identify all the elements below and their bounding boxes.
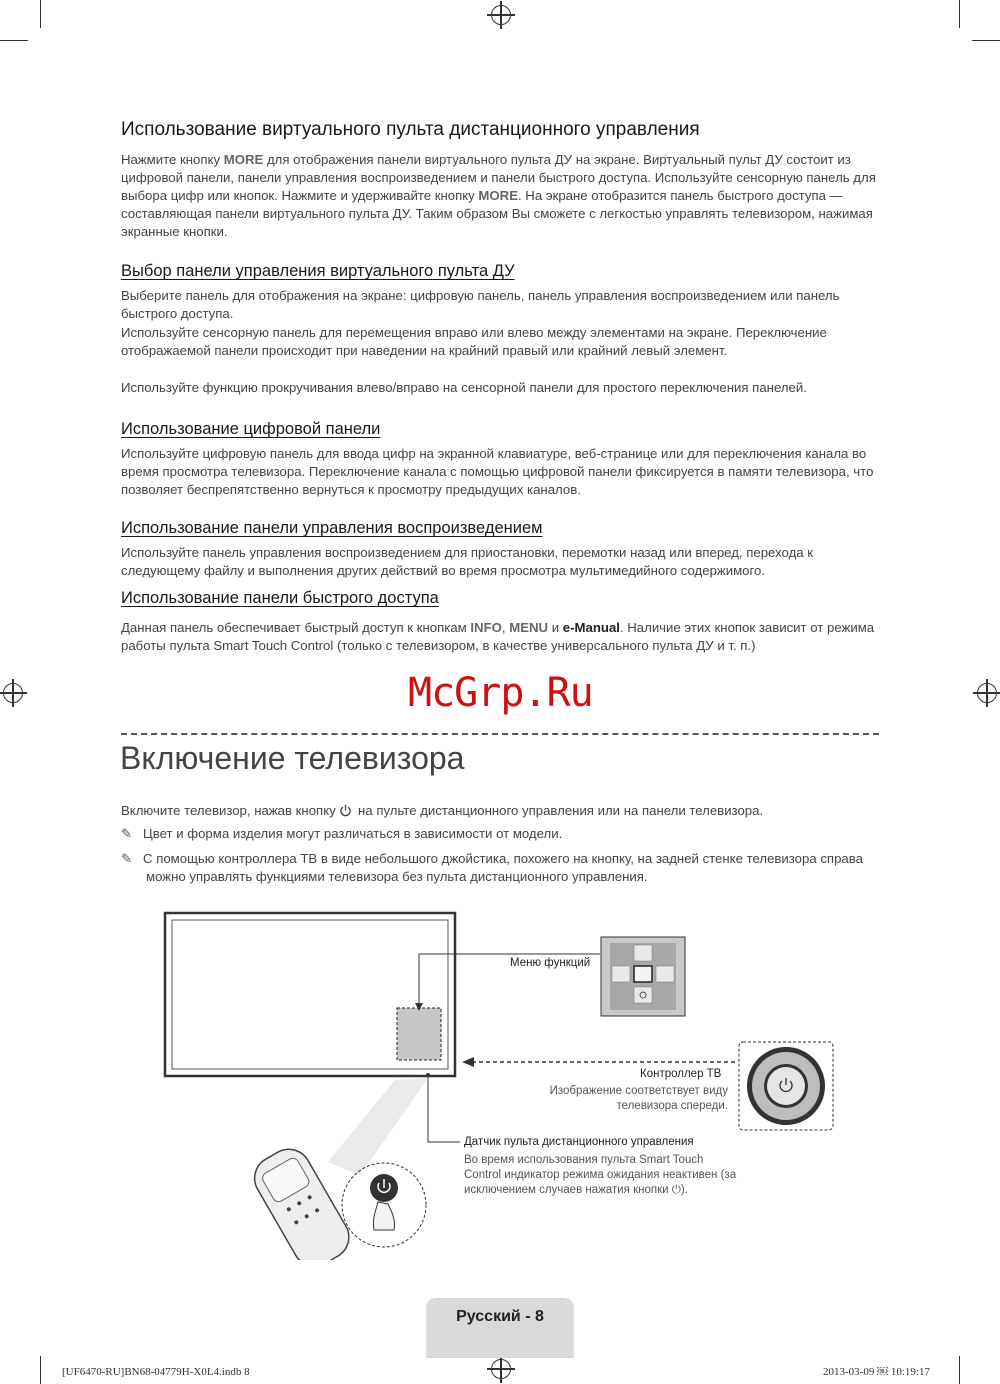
section-divider (121, 733, 879, 735)
tv-controller-note: Изображение соответствует виду телевизора спереди. (549, 1085, 728, 1112)
crop-mark (40, 0, 41, 28)
tv-controller-label: Контроллер ТВ (640, 1068, 722, 1080)
registration-mark-icon (491, 5, 511, 25)
text-run: , (501, 620, 510, 635)
text-run: Данная панель обеспечивает быстрый доступ к кнопкам (121, 620, 471, 635)
more-button-label: MORE (478, 188, 518, 203)
crop-mark (40, 1356, 41, 1384)
remote-sensor-label: Датчик пульта дистанционного управления (464, 1136, 694, 1148)
power-icon (339, 802, 354, 820)
menu-button-label: MENU (509, 620, 549, 635)
text-run: на пульте дистанционного управления или на панели телевизора. (354, 803, 764, 818)
text-run: и (548, 620, 563, 635)
section-title-select-panel: Выбор панели управления виртуального пульта ДУ (121, 262, 515, 280)
print-file-info: [UF6470-RU]BN68-04779H-X0L4.indb 8 (62, 1366, 250, 1378)
note-text: С помощью контроллера ТВ в виде небольшого джойстика, похожего на кнопку, на задней стенке телевизора справа можно управлять функциями телевизора без пульта дистанционного управления. (143, 851, 863, 884)
crop-mark (0, 40, 28, 41)
note-text: Цвет и форма изделия могут различаться в зависимости от модели. (143, 826, 563, 841)
page-title-power-on: Включение телевизора (120, 740, 465, 776)
text-run: . На экране отобразится панель быстрого доступа — составляющая панели виртуального пульта ДУ. Таким образом Вы сможете с легкостью управлять телевизором, нажимая экранные кнопки. (121, 188, 873, 239)
crop-mark (972, 40, 1000, 41)
watermark: McGrp.Ru (408, 670, 593, 716)
tv-diagram (0, 900, 1000, 1260)
text-run: . Наличие этих кнопок зависит от режима работы пульта Smart Touch Control (только с телевизором, в качестве универсального пульта ДУ и т. п.) (121, 620, 875, 653)
registration-mark-icon (3, 683, 23, 703)
note-item (121, 850, 881, 886)
section-paragraph: Используйте сенсорную панель для перемещения вправо или влево между элементами на экране. Переключение отображаемой панели происходит при наведении на крайний правый или крайний левый элемент. (121, 325, 827, 358)
print-timestamp: 2013-03-09 ￼ 10:19:17 (823, 1366, 930, 1378)
crop-mark (959, 0, 960, 28)
info-button-label: INFO (470, 620, 502, 635)
ir-beam (328, 1078, 428, 1175)
section-paragraph: Используйте панель управления воспроизведением для приостановки, перемотки назад или вперед, перехода к следующему файлу и выполнения других действий во время просмотра мультимедийного содержимого. (121, 545, 814, 578)
registration-mark-icon (977, 683, 997, 703)
registration-mark-icon (491, 1359, 511, 1379)
section-paragraph (121, 619, 881, 655)
text-run: Нажмите кнопку (121, 152, 224, 167)
controller-location-box (397, 1008, 441, 1060)
note-pencil-icon: ✎ (121, 851, 133, 866)
section-title-quick-panel: Использование панели быстрого доступа (121, 589, 439, 607)
remote-sensor-note: Во время использования пульта Smart Touch Control индикатор режима ожидания неактивен (за исключением случаев нажатия кнопки ⏻). (464, 1154, 737, 1196)
section-paragraph (121, 802, 881, 820)
crop-mark (959, 1356, 960, 1384)
more-button-label: MORE (223, 152, 264, 167)
emanual-label: e-Manual (562, 620, 620, 635)
section-paragraph (121, 151, 881, 241)
function-menu-label: Меню функций (510, 957, 591, 969)
text-run: для отображения панели виртуального пульта ДУ на экране. Виртуальный пульт ДУ состоит из цифровой панели, панели управления воспроизведением и панели быстрого доступа. Используйте сенсорную панель для выбора цифр или кнопок. Нажмите и удерживайте кнопку (121, 152, 876, 203)
section-title-digital-panel: Использование цифровой панели (121, 420, 381, 438)
text-run: Включите телевизор, нажав кнопку (121, 803, 340, 818)
section-paragraph: Используйте цифровую панель для ввода цифр на экранной клавиатуре, веб-странице или для переключения канала во время просмотра телевизора. Переключение канала с помощью цифровой панели фиксируется в памяти телевизора, что позволяет беспрепятственно вернуться к просмотру предыдущих каналов. (121, 446, 874, 497)
page-number-label: Русский - 8 (456, 1308, 544, 1325)
note-pencil-icon: ✎ (121, 826, 133, 841)
section-paragraph: Используйте функцию прокручивания влево/вправо на сенсорной панели для простого переключения панелей. (121, 380, 807, 395)
page-number-tab (426, 1298, 574, 1358)
section-title-playback-panel: Использование панели управления воспроизведением (121, 519, 543, 537)
section-paragraph: Выберите панель для отображения на экране: цифровую панель, панель управления воспроизведением или панель быстрого доступа. (121, 288, 840, 321)
note-item (121, 825, 881, 843)
sensor-pointer-line (428, 1075, 460, 1142)
section-title-virtual-remote: Использование виртуального пульта дистанционного управления (121, 119, 700, 140)
